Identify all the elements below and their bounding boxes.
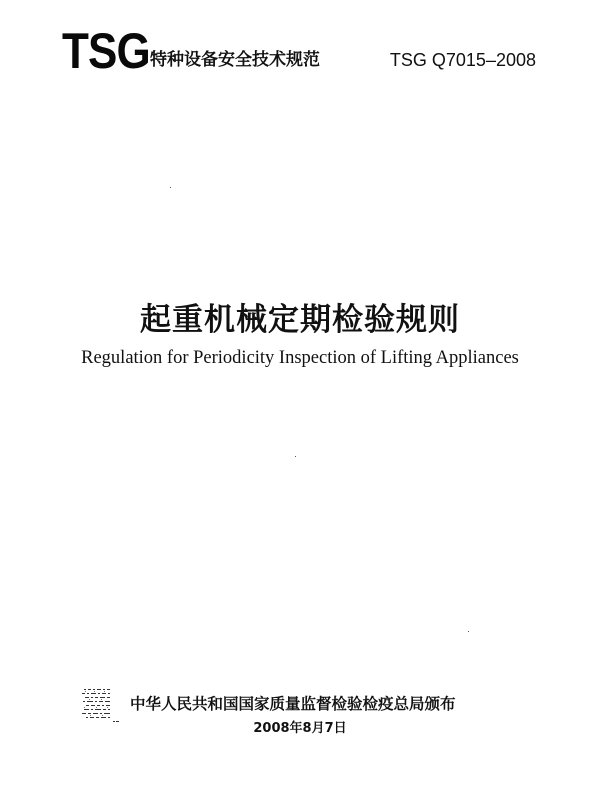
- spec-series-name: 特种设备安全技术规范: [150, 50, 320, 70]
- document-title-chinese: 起重机械定期检验规则: [140, 302, 460, 338]
- issue-date: 2008年8月7日: [253, 721, 347, 736]
- spec-code: TSG Q7015–2008: [389, 50, 536, 70]
- issuer-seal-icon: [82, 688, 120, 724]
- scan-speck: [170, 187, 171, 188]
- scan-speck: [468, 631, 469, 632]
- document-title-english: Regulation for Periodicity Inspection of Lifting Appliances: [81, 348, 519, 368]
- tsg-logo: TSG: [62, 23, 150, 79]
- document-header: [62, 23, 542, 79]
- scan-speck: [295, 456, 296, 457]
- issuing-authority: 中华人民共和国国家质量监督检验检疫总局颁布: [130, 695, 456, 713]
